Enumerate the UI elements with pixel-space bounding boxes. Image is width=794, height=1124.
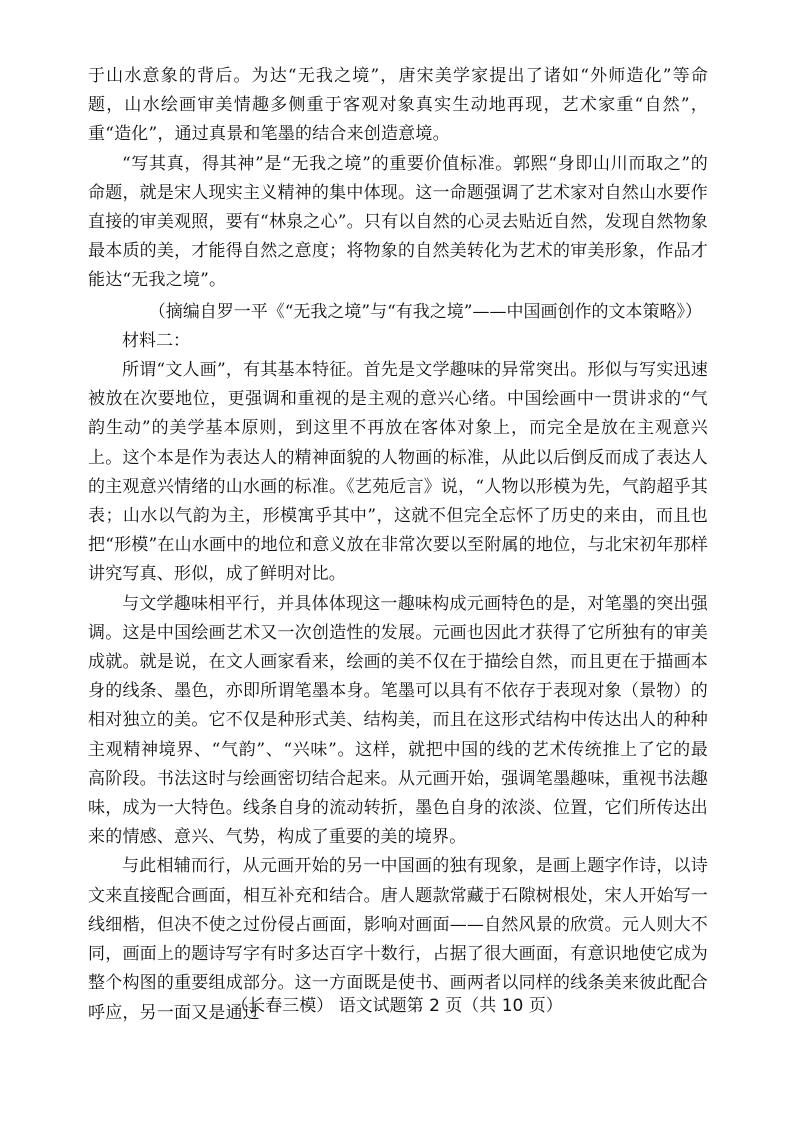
page-footer: （长春三模） 语文试题第 2 页（共 10 页） [231, 996, 563, 1016]
paragraph-bimo: 与文学趣味相平行，并具体体现这一趣味构成元画特色的是，对笔墨的突出强调。这是中国绘画艺术又一次创造性的发展。元画也因此才获得了它所独有的审美成就。就是说，在文人画家看来，绘画的美不仅在于描绘自然，而且更在于描画本身的线条、墨色，亦即所谓笔墨本身。笔墨可以具有不依存于表现对象（景物）的相对独立的美。它不仅是种形式美、结构美，而且在这形式结构中传达出人的种种主观精神境界、“气韵”、“兴味”。这样，就把中国的线的艺术传统推上了它的最高阶段。书法这时与绘画密切结合起来。从元画开始，强调笔墨趣味，重视书法趣味，成为一大特色。线条自身的流动转折，墨色自身的浓淡、位置，它们所传达出来的情感、意兴、气势，构成了重要的美的境界。 [88, 593, 708, 848]
paragraph-tishi: 与此相辅而行，从元画开始的另一中国画的独有现象，是画上题字作诗，以诗文来直接配合画面，相互补充和结合。唐人题款常藏于石隙树根处，宋人开始写一线细楷，但决不使之过份侵占画面，影响对画面——自然风景的欣赏。元人则大不同，画面上的题诗写字有时多达百字十数行，占据了很大画面，有意识地使它成为整个构图的重要组成部分。这一方面既是使书、画两者以同样的线条美来彼此配合呼应，另一面又是通过 [88, 856, 708, 1023]
paragraph-xie-qi-zhen: “写其真，得其神”是“无我之境”的重要价值标准。郭熙“身即山川而取之”的命题，就是宋人现实主义精神的集中体现。这一命题强调了艺术家对自然山水要作直接的审美观照，要有“林泉之心”。只有以自然的心灵去贴近自然，发现自然物象最本质的美，才能得自然之意度；将物象的自然美转化为艺术的审美形象，作品才能达“无我之境”。 [88, 153, 708, 291]
source-citation: （摘编自罗一平《“无我之境”与“有我之境”——中国画创作的文本策略》） [148, 301, 702, 322]
paragraph-continuation: 于山水意象的背后。为达“无我之境”，唐宋美学家提出了诸如“外师造化”等命题，山水绘画审美情趣多侧重于客观对象真实生动地再现，艺术家重“自然”，重“造化”，通过真景和笔墨的结合来创造意境。 [88, 66, 708, 145]
material-two-heading: 材料二： [122, 330, 190, 351]
document-body [88, 62, 708, 1028]
paragraph-wenren-hua: 所谓“文人画”，有其基本特征。首先是文学趣味的异常突出。形似与写实迅速被放在次要地位，更强调和重视的是主观的意兴心绪。中国绘画中一贯讲求的“气韵生动”的美学基本原则，到这里不再放在客体对象上，而完全是放在主观意兴上。这个本是作为表达人的精神面貌的人物画的标准，从此以后倒反而成了表达人的主观意兴情绪的山水画的标准。《艺苑卮言》说，“人物以形模为先，气韵超乎其表；山水以气韵为主，形模寓乎其中”，这就不但完全忘怀了历史的来由，而且也把“形模”在山水画中的地位和意义放在非常次要以至附属的地位，与北宋初年那样讲究写真、形似，成了鲜明对比。 [88, 360, 708, 585]
